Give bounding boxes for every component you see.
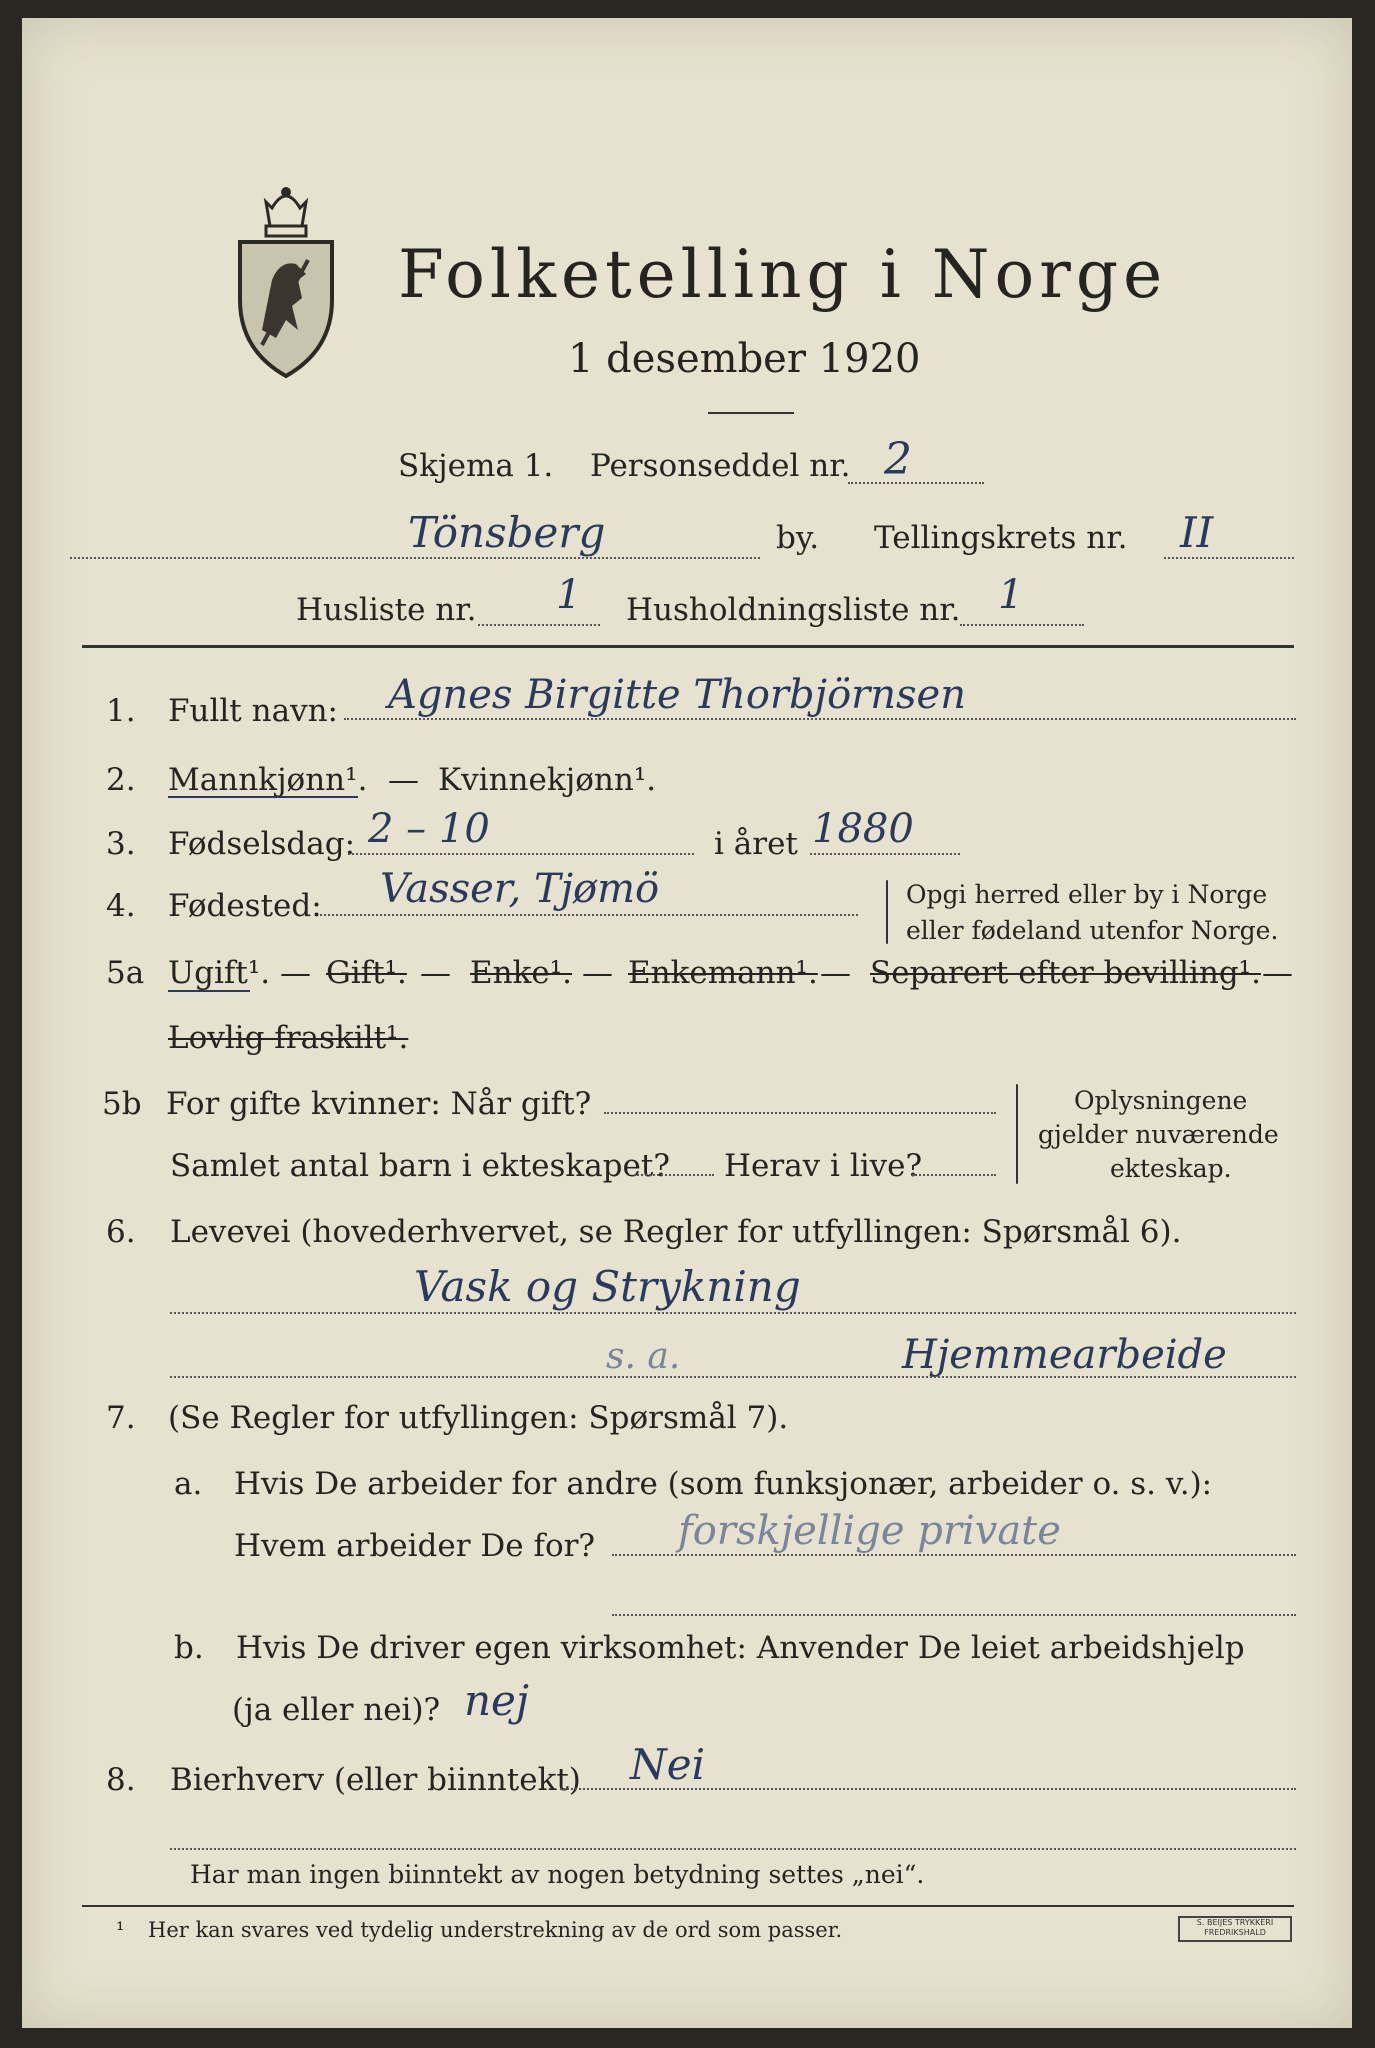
q3-label: Fødselsdag: <box>168 826 356 862</box>
q4-note-line1: Opgi herred eller by i Norge <box>906 880 1268 909</box>
q5a-dash-3: — <box>582 955 613 991</box>
q8-number: 8. <box>106 1762 136 1798</box>
q7a-text: Hvis De arbeider for andre (som funksjonær, arbeider o. s. v.): <box>234 1466 1213 1502</box>
q4-birthplace-value[interactable]: Vasser, Tjømö <box>380 866 660 912</box>
footnote-text: Her kan svares ved tydelig understrekning av de ord som passer. <box>148 1918 843 1942</box>
tellingskrets-value[interactable]: II <box>1180 508 1214 557</box>
q5a-dash-1: — <box>280 955 311 991</box>
footnote-mark: ¹ <box>116 1918 125 1942</box>
form-date: 1 desember 1920 <box>568 336 921 382</box>
q5a-dash-2: — <box>420 955 451 991</box>
footnote-divider <box>82 1905 1294 1907</box>
q5a-number: 5a <box>106 955 145 991</box>
q5a-separert-option[interactable]: Separert efter bevilling¹. <box>870 955 1261 991</box>
q7a-line <box>612 1554 1296 1556</box>
q5a-enkemann-option[interactable]: Enkemann¹. <box>628 955 818 991</box>
q6-line-1 <box>170 1312 1296 1314</box>
q5a-ugift-option[interactable]: Ugift¹. <box>168 955 271 991</box>
q5b-gift-line <box>604 1112 996 1114</box>
q8-note: Har man ingen biinntekt av nogen betydning settes „nei“. <box>190 1860 925 1889</box>
q7a-letter: a. <box>174 1466 203 1502</box>
q3-year-value[interactable]: 1880 <box>812 806 914 852</box>
printer-stamp: S. BEIJES TRYKKERI FREDRIKSHALD <box>1178 1916 1292 1942</box>
q3-line <box>348 853 694 855</box>
q5a-lovlig-option[interactable]: Lovlig fraskilt¹. <box>168 1020 409 1056</box>
tellingskrets-line <box>1164 557 1294 559</box>
q2-number: 2. <box>106 762 136 798</box>
q2-female-option[interactable]: Kvinnekjønn¹. <box>438 762 657 798</box>
q1-number: 1. <box>106 693 136 729</box>
by-value[interactable]: Tönsberg <box>408 508 606 557</box>
q3-year-line <box>810 853 960 855</box>
q3-year-label: i året <box>714 826 798 862</box>
q8-line-2 <box>170 1848 1296 1850</box>
q6-label: Levevei (hovederhvervet, se Regler for utfyllingen: Spørsmål 6). <box>170 1214 1182 1250</box>
norway-coat-of-arms-icon <box>232 180 340 380</box>
q5a-dash-5: — <box>1262 955 1293 991</box>
q4-number: 4. <box>106 888 136 924</box>
q8-label: Bierhverv (eller biinntekt) <box>170 1762 581 1798</box>
q4-label: Fødested: <box>168 888 322 924</box>
q5b-note-brace <box>1016 1084 1018 1184</box>
q5b-note-line1: Oplysningene <box>1074 1086 1248 1115</box>
q7a-employer-value[interactable]: forskjellige private <box>678 1508 1061 1554</box>
q5b-barn-line <box>634 1174 714 1176</box>
q1-line <box>344 718 1296 720</box>
q5a-gift-option[interactable]: Gift¹. <box>326 955 407 991</box>
q4-line <box>320 914 858 916</box>
personseddel-label: Personseddel nr. <box>590 448 851 484</box>
q4-note-brace <box>886 880 888 944</box>
q5a-ugift-underline <box>168 990 250 992</box>
q6-number: 6. <box>106 1214 136 1250</box>
husholdning-value[interactable]: 1 <box>998 572 1024 618</box>
q5a-enke-option[interactable]: Enke¹. <box>470 955 573 991</box>
husholdning-line <box>960 624 1084 626</box>
q5b-live-line <box>912 1174 996 1176</box>
q7a-line-2 <box>612 1614 1296 1616</box>
by-label: by. <box>776 520 820 556</box>
husliste-value[interactable]: 1 <box>556 572 582 618</box>
q7b-text: Hvis De driver egen virksomhet: Anvender De leiet arbeidshjelp <box>236 1630 1245 1666</box>
q5b-live-label: Herav i live? <box>724 1148 923 1184</box>
q6-occupation-value-2a[interactable]: s. a. <box>606 1336 681 1377</box>
q6-occupation-value-1[interactable]: Vask og Strykning <box>414 1262 801 1311</box>
q1-full-name-value[interactable]: Agnes Birgitte Thorbjörnsen <box>388 672 966 718</box>
q5b-barn-label: Samlet antal barn i ekteskapet? <box>170 1148 670 1184</box>
q5a-dash-4: — <box>820 955 851 991</box>
header-divider <box>82 645 1294 648</box>
q6-occupation-value-2b[interactable]: Hjemmearbeide <box>902 1332 1227 1378</box>
q3-number: 3. <box>106 826 136 862</box>
tellingskrets-label: Tellingskrets nr. <box>874 520 1128 556</box>
husliste-line <box>478 624 600 626</box>
by-line <box>70 557 760 559</box>
q3-birthday-value[interactable]: 2 – 10 <box>368 806 490 852</box>
form-title: Folketelling i Norge <box>398 236 1168 313</box>
skjema-label: Skjema 1. <box>398 448 554 484</box>
q5b-note-line3: ekteskap. <box>1110 1154 1232 1183</box>
q5b-label: For gifte kvinner: Når gift? <box>166 1086 592 1122</box>
q7a-hvem-label: Hvem arbeider De for? <box>234 1528 596 1564</box>
q4-note-line2: eller fødeland utenfor Norge. <box>906 916 1279 945</box>
q5b-number: 5b <box>102 1086 142 1122</box>
q7b-helper-value[interactable]: nej <box>464 1676 529 1725</box>
husholdning-label: Husholdningsliste nr. <box>626 592 961 628</box>
q1-label: Fullt navn: <box>168 693 338 729</box>
husliste-label: Husliste nr. <box>296 592 477 628</box>
q2-separator: — <box>388 762 419 798</box>
title-divider <box>708 412 794 414</box>
q7-label: (Se Regler for utfyllingen: Spørsmål 7). <box>168 1400 789 1436</box>
personseddel-line <box>848 482 984 484</box>
q2-male-option[interactable]: Mannkjønn¹. <box>168 762 368 798</box>
personseddel-value[interactable]: 2 <box>884 434 912 485</box>
q6-line-2 <box>170 1376 1296 1378</box>
q2-male-underline <box>168 796 358 798</box>
q8-side-income-value[interactable]: Nei <box>630 1740 706 1789</box>
q7b-letter: b. <box>174 1630 204 1666</box>
q7-number: 7. <box>106 1400 136 1436</box>
q5b-note-line2: gjelder nuværende <box>1038 1120 1279 1149</box>
q7b-ja-label: (ja eller nei)? <box>232 1692 441 1728</box>
